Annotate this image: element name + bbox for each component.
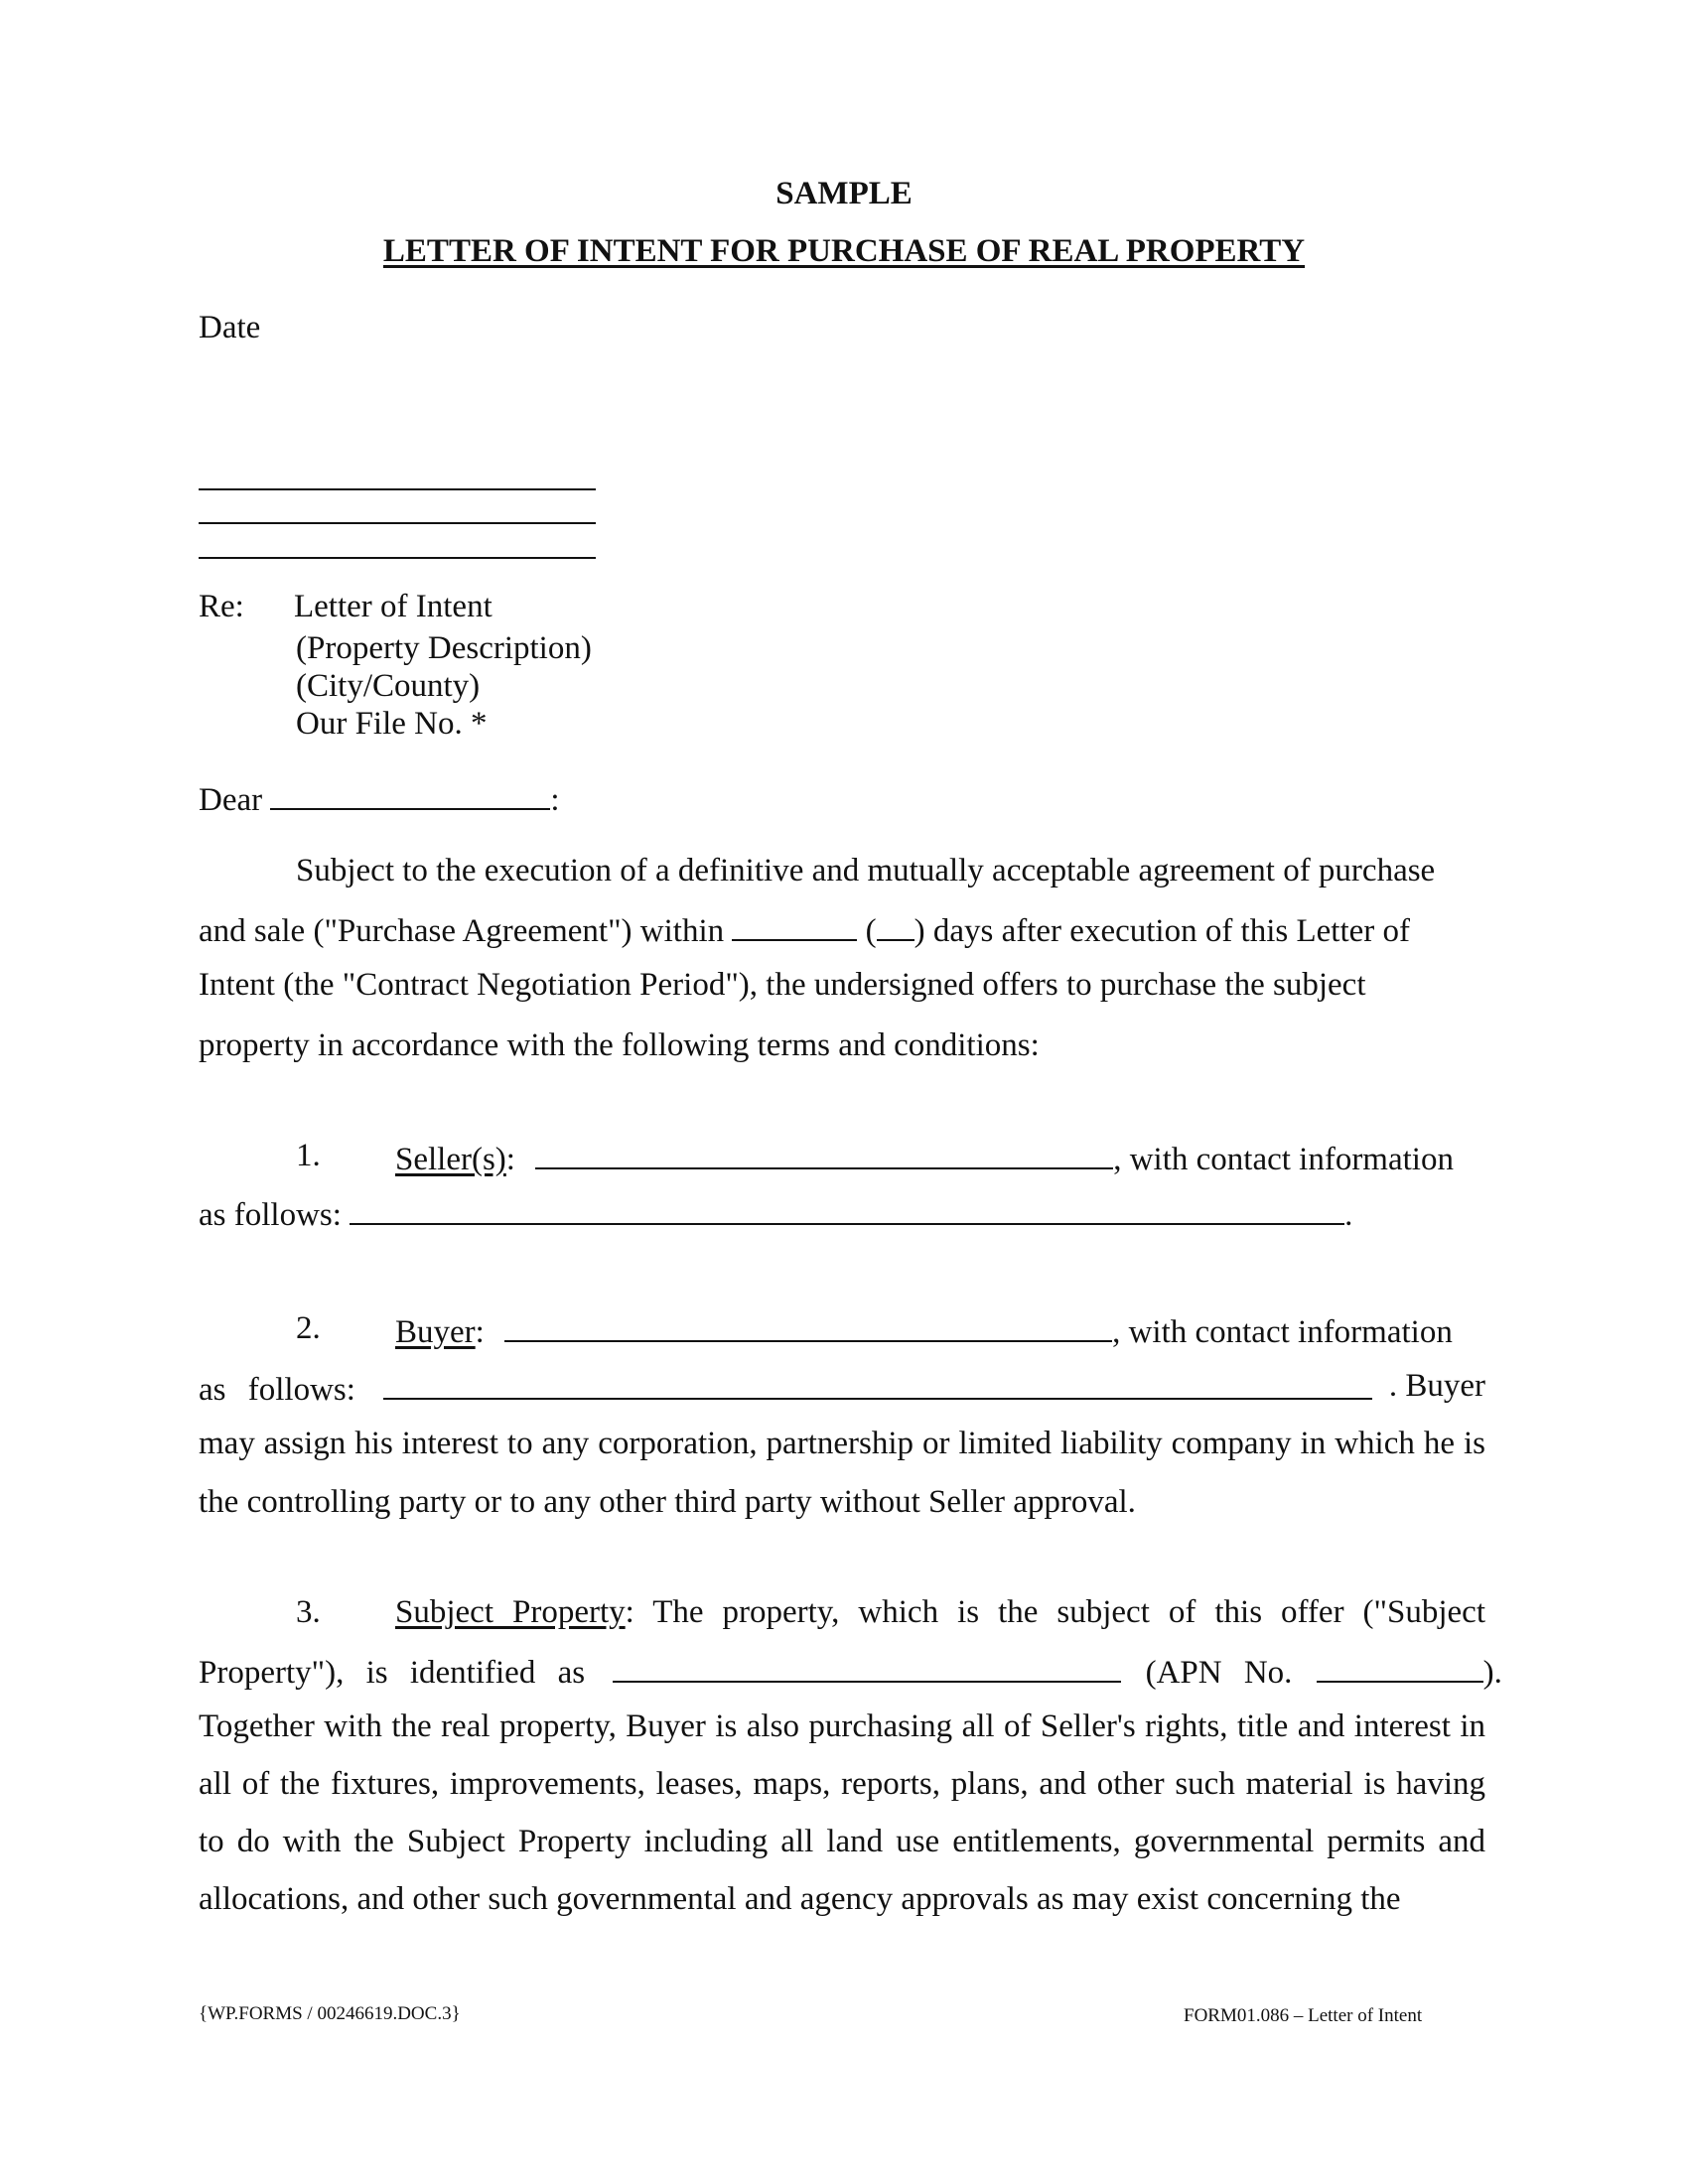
property-id-blank	[613, 1653, 1121, 1683]
salutation-colon: :	[550, 782, 560, 818]
item2-number: 2.	[296, 1310, 321, 1346]
days-words-blank	[732, 911, 857, 941]
document-title: LETTER OF INTENT FOR PURCHASE OF REAL PROPERTY	[382, 233, 1306, 269]
item2-after: , with contact information	[1112, 1314, 1453, 1350]
re-line-2: (Property Description)	[296, 630, 592, 666]
re-line-4: Our File No. *	[296, 706, 488, 742]
item3-identified-as: Property"), is identified as	[199, 1655, 586, 1691]
item2-heading: Buyer	[395, 1314, 476, 1350]
date-label: Date	[199, 310, 261, 345]
item3-line-2-end: ).	[1482, 1655, 1502, 1691]
dear-label: Dear	[199, 782, 263, 818]
item2-as-follows: as follows:	[199, 1372, 355, 1408]
intro-paren-open: (	[865, 913, 877, 949]
intro-line-2a: and sale ("Purchase Agreement") within	[199, 913, 725, 949]
buyer-name-blank	[504, 1312, 1112, 1342]
re-line-1: Letter of Intent	[294, 589, 492, 624]
seller-name-blank	[535, 1140, 1113, 1169]
footer-form-id: FORM01.086 – Letter of Intent	[1184, 2005, 1423, 2026]
salutation	[199, 780, 560, 817]
seller-contact-blank	[350, 1195, 1344, 1225]
item3-line-5: to do with the Subject Property including all land use entitlements, governmental permits and	[199, 1824, 1485, 1859]
item3-heading: Subject Property	[395, 1594, 626, 1630]
item1-colon: :	[505, 1142, 515, 1177]
apn-number-blank	[1317, 1653, 1483, 1683]
item3-line-1	[395, 1596, 1485, 1629]
item2-line-4: the controlling party or to any other third party without Seller approval.	[199, 1484, 1136, 1520]
item2-line-1	[395, 1312, 1453, 1349]
intro-line-4: property in accordance with the following terms and conditions:	[199, 1027, 1040, 1063]
item2-colon: :	[475, 1314, 485, 1350]
item1-heading: Seller(s)	[395, 1142, 506, 1177]
item3-line-2	[199, 1653, 1502, 1691]
item1-line-2	[199, 1195, 1352, 1232]
intro-line-2c: ) days after execution of this Letter of	[914, 913, 1411, 949]
re-line-3: (City/County)	[296, 668, 481, 704]
item3-line-6: allocations, and other such governmental and agency approvals as may exist concerning the	[199, 1881, 1401, 1917]
intro-line-2	[199, 911, 1410, 948]
item2-line-2	[199, 1370, 1485, 1407]
title-wrapper	[0, 233, 1688, 270]
item1-as-follows: as follows:	[199, 1197, 342, 1233]
sample-heading: SAMPLE	[775, 176, 913, 211]
address-line-3	[199, 557, 596, 559]
item2-buyer-end: . Buyer	[1388, 1368, 1485, 1404]
item3-number: 3.	[296, 1594, 321, 1630]
intro-line-3: Intent (the "Contract Negotiation Period"), the undersigned offers to purchase the subject	[199, 967, 1366, 1003]
days-number-blank	[877, 911, 914, 941]
buyer-contact-blank	[383, 1370, 1372, 1400]
intro-line-1: Subject to the execution of a definitive and mutually acceptable agreement of purchase	[296, 853, 1436, 888]
re-label: Re:	[199, 589, 244, 624]
item2-line-3: may assign his interest to any corporation, partnership or limited liability company in which he is	[199, 1426, 1485, 1461]
item3-line-4: all of the fixtures, improvements, leases, maps, reports, plans, and other such material is having	[199, 1766, 1485, 1802]
item3-line-1-rest: : The property, which is the subject of this offer ("Subject	[625, 1594, 1485, 1630]
apn-label: (APN No.	[1145, 1655, 1293, 1691]
item1-end: .	[1344, 1197, 1353, 1233]
recipient-blank	[270, 780, 550, 810]
item1-line-1	[395, 1140, 1454, 1176]
item3-line-3: Together with the real property, Buyer is also purchasing all of Seller's rights, title and interest in	[199, 1708, 1485, 1744]
address-line-2	[199, 522, 596, 524]
item1-number: 1.	[296, 1138, 321, 1173]
address-line-1	[199, 488, 596, 490]
item1-after: , with contact information	[1113, 1142, 1454, 1177]
footer-doc-id: {WP.FORMS / 00246619.DOC.3}	[199, 2003, 461, 2024]
